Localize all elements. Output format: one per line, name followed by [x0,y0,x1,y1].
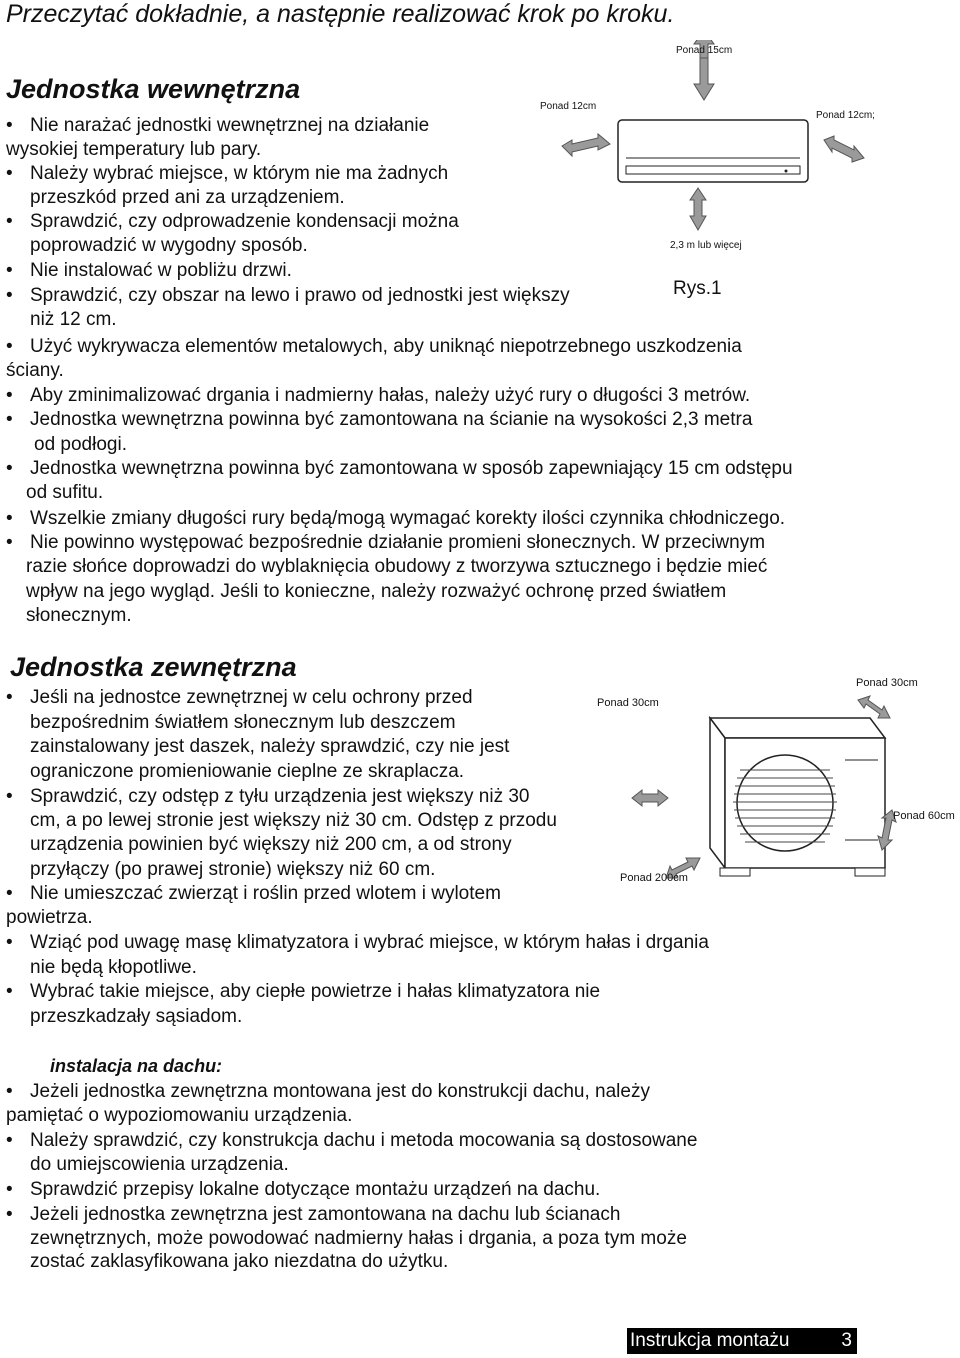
indoor-line: • Należy wybrać miejsce, w którym nie ma żadnych [30,162,448,186]
indoor-line: razie słońce doprowadzi do wyblaknięcia obudowy z tworzywa sztucznego i będzie mieć [26,556,768,577]
outdoor-line: cm, a po lewej stronie jest większy niż 30 cm. Odstęp z przodu [30,810,557,831]
label-top-clearance: Ponad 15cm [676,45,733,56]
outdoor-line: bezpośrednim światłem słonecznym lub deszczem [30,712,456,733]
roof-line: do umiejscowienia urządzenia. [30,1154,289,1175]
indoor-line: • Sprawdzić, czy odprowadzenie kondensacji można [30,210,459,234]
outdoor-line: przeszkadzały sąsiadom. [30,1006,243,1027]
outdoor-line: • Wybrać takie miejsce, aby ciepłe powietrze i hałas klimatyzatora nie [30,980,600,1004]
outdoor-line: • Sprawdzić, czy odstęp z tyłu urządzenia jest większy niż 30 [30,785,530,809]
indoor-section-title: Jednostka wewnętrzna [6,74,301,104]
roof-line: • Jeżeli jednostka zewnętrzna jest zamontowana na dachu lub ścianach [30,1203,620,1227]
roof-line: pamiętać o wypoziomowaniu urządzenia. [6,1105,353,1126]
roof-line: zostać zaklasyfikowana jako niezdatna do użytku. [30,1251,449,1272]
outdoor-line: przyłączy (po prawej stronie) większy niż 60 cm. [30,859,436,880]
label-right-clearance: Ponad 12cm; [816,110,875,121]
label-back-clearance: Ponad 30cm [856,677,918,689]
page-number: 3 [841,1330,852,1351]
indoor-line: • Sprawdzić, czy obszar na lewo i prawo od jednostki jest większy [30,284,570,308]
indoor-line: • Nie powinno występować bezpośrednie działanie promieni słonecznych. W przeciwnym [30,531,765,555]
outdoor-line: • Jeśli na jednostce zewnętrznej w celu ochrony przed [30,686,473,710]
figure-caption: Rys.1 [673,278,722,299]
indoor-line: • Jednostka wewnętrzna powinna być zamontowana na ścianie na wysokości 2,3 metra [30,408,752,432]
indoor-unit-icon [618,120,808,182]
label-right-clearance: Ponad 60cm [893,810,955,822]
label-left-clearance: Ponad 30cm [597,697,659,709]
clearance-bottom-arrow [690,188,706,230]
outdoor-unit-diagram [620,690,900,890]
indoor-line: od podłogi. [34,434,127,455]
indoor-line: • Wszelkie zmiany długości rury będą/mogą wymagać korekty ilości czynnika chłodniczego. [30,507,785,531]
label-height: 2,3 m lub więcej [670,240,742,251]
outdoor-section-title: Jednostka zewnętrzna [10,652,297,682]
label-front-clearance: Ponad 200cm [620,872,688,884]
outdoor-unit-icon [710,718,885,876]
outdoor-line: zainstalowany jest daszek, należy sprawdzić, czy nie jest [30,736,510,757]
page-heading: Przeczytać dokładnie, a następnie realizować krok po kroku. [6,0,675,28]
outdoor-line: nie będą kłopotliwe. [30,957,197,978]
indoor-line: słonecznym. [26,605,132,626]
indoor-line: od sufitu. [26,482,104,503]
outdoor-line: powietrza. [6,907,93,928]
roof-line: • Sprawdzić przepisy lokalne dotyczące montażu urządzeń na dachu. [30,1178,600,1202]
indoor-line: • Nie instalować w pobliżu drzwi. [30,259,292,283]
clearance-back-arrow [858,696,890,718]
indoor-line: wysokiej temperatury lub pary. [6,139,262,160]
indoor-line: niż 12 cm. [30,309,117,330]
outdoor-line: • Wziąć pod uwagę masę klimatyzatora i wybrać miejsce, w którym hałas i drgania [30,931,709,955]
indoor-line: poprowadzić w wygodny sposób. [30,235,308,256]
clearance-left-arrow [562,134,610,156]
indoor-line: wpływ na jego wygląd. Jeśli to konieczne, należy rozważyć ochronę przed światłem [26,581,727,602]
indoor-line: • Użyć wykrywacza elementów metalowych, aby uniknąć niepotrzebnego uszkodzenia [30,335,742,359]
outdoor-line: • Nie umieszczać zwierząt i roślin przed wlotem i wylotem [30,882,501,906]
roof-section-title: instalacja na dachu: [50,1056,223,1076]
label-left-clearance: Ponad 12cm [540,101,597,112]
page-footer [627,1328,857,1354]
indoor-line: • Aby zminimalizować drgania i nadmierny hałas, należy użyć rury o długości 3 metrów. [30,384,750,408]
clearance-left-arrow [632,790,668,806]
indoor-line: • Nie narażać jednostki wewnętrznej na działanie [30,114,429,138]
indoor-line: • Jednostka wewnętrzna powinna być zamontowana w sposób zapewniający 15 cm odstępu [30,457,793,481]
roof-line: • Należy sprawdzić, czy konstrukcja dachu i metoda mocowania są dostosowane [30,1129,697,1153]
indoor-line: ściany. [6,360,64,381]
roof-line: • Jeżeli jednostka zewnętrzna montowana jest do konstrukcji dachu, należy [30,1080,650,1104]
indoor-unit-diagram [550,40,880,300]
outdoor-line: ograniczone promieniowanie cieplne ze skraplacza. [30,761,465,782]
outdoor-line: urządzenia powinien być większy niż 200 cm, a od strony [30,834,512,855]
roof-line: zewnętrznych, może powodować nadmierny hałas i drgania, a poza tym może [30,1228,687,1249]
indoor-line: przeszkód przed ani za urządzeniem. [30,187,345,208]
footer-title: Instrukcja montażu [630,1330,790,1351]
clearance-right-arrow [824,136,864,162]
